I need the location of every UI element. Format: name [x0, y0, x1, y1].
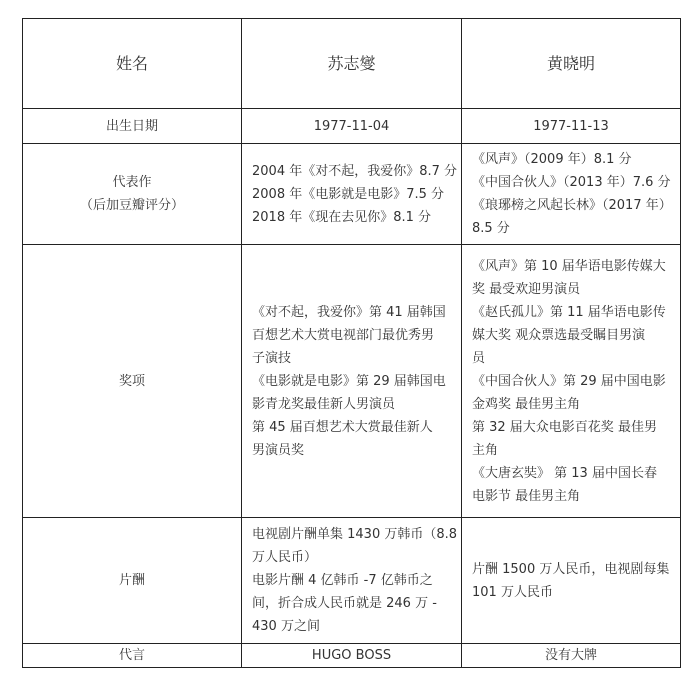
cell-person-b [462, 518, 681, 644]
cell-line: 代表作 [112, 175, 152, 190]
cell-line: HUGO BOSS [311, 648, 392, 663]
cell-person-b [462, 109, 681, 144]
cell-line: 《中国合伙人》（2013 年）7.6 分 [472, 175, 671, 190]
cell-person-a [242, 644, 462, 668]
cell-line: 男演员奖 [252, 442, 305, 458]
cell-line: 出生日期 [105, 118, 158, 134]
cell-line: 《风声》（2009 年）8.1 分 [472, 152, 632, 167]
row-birth [23, 109, 681, 144]
cell-line: 没有大牌 [544, 648, 597, 663]
cell-line: 《赵氏孤儿》第 11 届华语电影传 [472, 304, 666, 320]
cell-line: 电影片酬 4 亿韩币 -7 亿韩币之 [252, 573, 433, 588]
row-label [23, 644, 242, 668]
cell-line: 《琅琊榜之风起长林》（2017 年） [472, 198, 672, 213]
row-awards [23, 245, 681, 518]
cell-person-a [242, 109, 462, 144]
row-works [23, 144, 681, 245]
cell-line: 第 32 届大众电影百花奖 最佳男 [472, 419, 657, 435]
cell-line: 第 45 届百想艺术大赏最佳新人 [252, 419, 433, 435]
cell-person-a [242, 245, 462, 518]
cell-line: 间，折合成人民币就是 246 万 - [252, 596, 437, 611]
cell-line: 1977-11-13 [533, 118, 609, 134]
cell-line: 电视剧片酬单集 1430 万韩币（8.8 [252, 527, 458, 542]
cell-person-a [242, 518, 462, 644]
cell-person-a [242, 144, 462, 245]
cell-line: （后加豆瓣评分） [79, 198, 184, 213]
cell-line: 101 万人民币 [472, 584, 553, 600]
comparison-table [22, 18, 681, 668]
cell-line: 百想艺术大赏电视部门最优秀男 [252, 327, 435, 343]
row-pay [23, 518, 681, 644]
row-label [23, 518, 242, 644]
cell-line: 子演技 [252, 350, 292, 366]
cell-person-b [462, 644, 681, 668]
cell-line: 《大唐玄奘》 第 13 届中国长春 [472, 465, 657, 481]
header-person-a: 苏志燮 [242, 19, 462, 109]
cell-line: 员 [472, 350, 486, 366]
cell-line: 《电影就是电影》第 29 届韩国电 [252, 373, 446, 389]
cell-line: 2018 年《现在去见你》8.1 分 [252, 209, 432, 225]
cell-line: 2008 年《电影就是电影》7.5 分 [252, 186, 445, 202]
cell-line: 《中国合伙人》第 29 届中国电影 [472, 373, 666, 389]
row-endorse [23, 644, 681, 668]
cell-line: 主角 [472, 442, 499, 458]
cell-line: 1977-11-04 [313, 118, 390, 134]
cell-line: 8.5 分 [472, 221, 510, 236]
header-label: 姓名 [23, 19, 242, 109]
cell-line: 电影节 最佳男主角 [472, 488, 581, 504]
cell-line: 430 万之间 [252, 619, 320, 634]
cell-line: 奖 最受欢迎男演员 [472, 281, 581, 297]
row-label [23, 245, 242, 518]
cell-line: 片酬 1500 万人民币，电视剧每集 [472, 561, 670, 577]
row-label [23, 109, 242, 144]
header-row [23, 19, 681, 109]
cell-person-b [462, 245, 681, 518]
cell-line: 万人民币） [252, 550, 318, 565]
header-person-b: 黄晓明 [462, 19, 681, 109]
cell-line: 《风声》第 10 届华语电影传媒大 [472, 258, 666, 274]
cell-line: 奖项 [118, 373, 145, 389]
cell-line: 金鸡奖 最佳男主角 [472, 396, 581, 412]
cell-line: 2004 年《对不起，我爱你》8.7 分 [252, 163, 458, 179]
row-label [23, 144, 242, 245]
cell-line: 影青龙奖最佳新人男演员 [252, 396, 396, 412]
cell-line: 《对不起，我爱你》第 41 届韩国 [252, 304, 446, 320]
cell-line: 媒大奖 观众票选最受瞩目男演 [472, 327, 646, 343]
cell-line: 代言 [118, 648, 145, 663]
cell-person-b [462, 144, 681, 245]
cell-line: 片酬 [118, 573, 145, 588]
